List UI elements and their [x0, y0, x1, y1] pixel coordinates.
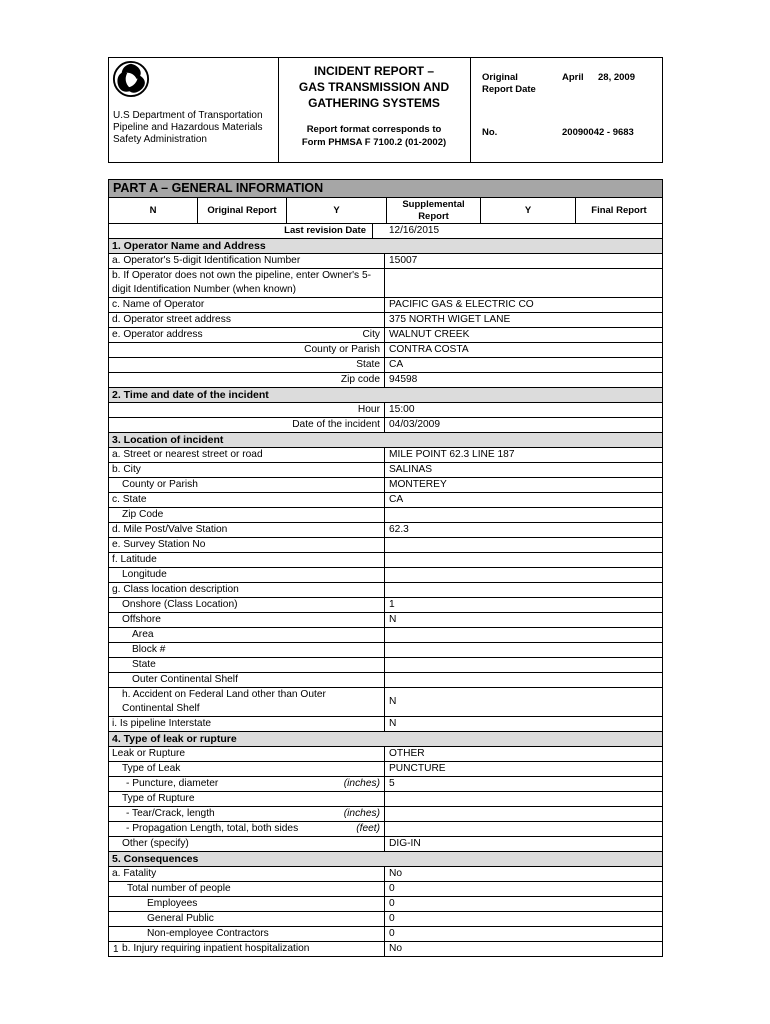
field-label [109, 777, 385, 791]
form-row [109, 478, 662, 493]
report-type-original-flag: Y [287, 198, 387, 223]
header-divider [470, 57, 471, 163]
field-value: N [389, 718, 397, 729]
report-number: 20090042 - 9683 [562, 127, 634, 138]
field-value [385, 269, 662, 297]
header-divider [278, 57, 279, 163]
field-label-text: General Public [147, 913, 214, 924]
field-label [109, 658, 385, 672]
form-row [109, 688, 662, 717]
field-label [109, 822, 385, 836]
form-row [109, 254, 662, 269]
field-label [109, 688, 385, 716]
field-label [109, 448, 385, 462]
field-label-text: - Tear/Crack, length [126, 808, 215, 819]
field-value [385, 807, 662, 821]
field-value [385, 658, 662, 672]
field-value: 375 NORTH WIGET LANE [389, 314, 511, 325]
form-row [109, 298, 662, 313]
form-row [109, 448, 662, 463]
field-value: MILE POINT 62.3 LINE 187 [389, 449, 515, 460]
field-label-text: d. Operator street address [112, 314, 231, 325]
field-label [109, 373, 385, 387]
field-label [109, 568, 385, 582]
part-a-form [108, 179, 663, 957]
field-value [385, 553, 662, 567]
last-revision-value: 12/16/2015 [389, 225, 440, 236]
report-number-label: No. [482, 127, 498, 138]
form-row [109, 867, 662, 882]
field-label [109, 553, 385, 567]
field-value: SALINAS [389, 464, 433, 475]
field-label-text: - Propagation Length, total, both sides [126, 823, 299, 834]
field-value: 1 [389, 599, 395, 610]
field-label-text: Employees [147, 898, 198, 909]
form-row [109, 463, 662, 478]
form-row [109, 942, 662, 956]
field-label [109, 508, 385, 522]
field-label [109, 523, 385, 537]
last-revision-row [109, 224, 662, 239]
form-row [109, 643, 662, 658]
field-label [109, 418, 385, 432]
field-label [109, 792, 385, 806]
form-sections [109, 239, 662, 956]
form-row [109, 658, 662, 673]
field-label-text: Type of Rupture [122, 793, 195, 804]
report-type-supplemental-flag: Y [481, 198, 576, 223]
part-a-title: PART A – GENERAL INFORMATION [109, 180, 662, 198]
report-type-n: N [109, 198, 198, 223]
agency-name: U.S Department of Transportation Pipeline and Hazardous Materials Safety Administration [113, 110, 263, 145]
field-value [385, 822, 662, 836]
form-row [109, 358, 662, 373]
form-row [109, 792, 662, 807]
field-label [109, 343, 385, 357]
form-row [109, 912, 662, 927]
field-value: CA [389, 494, 404, 505]
field-label [109, 942, 385, 956]
form-row [109, 882, 662, 897]
original-date-day: 28, 2009 [598, 72, 635, 83]
form-row [109, 613, 662, 628]
form-row [109, 583, 662, 598]
form-row [109, 927, 662, 942]
field-value: 0 [389, 913, 395, 924]
field-value: PACIFIC GAS & ELECTRIC CO [389, 299, 534, 310]
field-label-text: c. State [112, 494, 147, 505]
field-label [109, 807, 385, 821]
field-label-text: e. Survey Station No [112, 539, 206, 550]
report-title: INCIDENT REPORT – GAS TRANSMISSION AND GATHERING SYSTEMS [298, 64, 450, 110]
field-label-text: g. Class location description [112, 584, 239, 595]
field-value: 15007 [389, 255, 418, 266]
field-value: CA [389, 359, 404, 370]
field-label-text: Leak or Rupture [112, 748, 186, 759]
field-label [109, 882, 385, 896]
field-label-text: b. If Operator does not own the pipeline, enter Owner's 5-digit Identification Number (when known) [112, 270, 372, 295]
field-label-text: e. Operator address [112, 329, 203, 340]
field-label-text: State [132, 659, 156, 670]
field-label [109, 358, 385, 372]
field-label-text: Date of the incident [292, 419, 380, 430]
field-unit: (feet) [356, 823, 380, 834]
form-row [109, 553, 662, 568]
field-label [109, 463, 385, 477]
field-label-text: - Puncture, diameter [126, 778, 219, 789]
field-label-text: c. Name of Operator [112, 299, 205, 310]
field-label [109, 927, 385, 941]
field-label-text: i. Is pipeline Interstate [112, 718, 212, 729]
form-row [109, 493, 662, 508]
field-label [109, 912, 385, 926]
field-value: 0 [389, 883, 395, 894]
section-heading: 1. Operator Name and Address [109, 239, 662, 254]
field-label-text: Zip Code [122, 509, 164, 520]
form-row [109, 343, 662, 358]
field-label [109, 254, 385, 268]
field-label [109, 313, 385, 327]
field-label-text: Area [132, 629, 154, 640]
field-label [109, 643, 385, 657]
section-heading: 5. Consequences [109, 852, 662, 867]
field-value: WALNUT CREEK [389, 329, 470, 340]
field-label-text: a. Fatality [112, 868, 157, 879]
field-label [109, 762, 385, 776]
field-value: 5 [389, 778, 395, 789]
field-label-text: Non-employee Contractors [147, 928, 269, 939]
field-label [109, 897, 385, 911]
form-row [109, 777, 662, 792]
last-revision-label: Last revision Date [109, 224, 373, 238]
field-label-text: b. City [112, 464, 141, 475]
field-value: 15:00 [389, 404, 415, 415]
field-label [109, 328, 385, 342]
form-row [109, 418, 662, 433]
field-value [385, 673, 662, 687]
field-value [385, 792, 662, 806]
field-value: 0 [389, 928, 395, 939]
field-value [385, 643, 662, 657]
form-row [109, 328, 662, 343]
field-label [109, 403, 385, 417]
report-type-final: Final Report [591, 204, 647, 216]
form-row [109, 269, 662, 298]
field-sublabel: City [362, 329, 380, 340]
field-value: PUNCTURE [389, 763, 446, 774]
field-label-text: Zip code [340, 374, 380, 385]
report-type-row [109, 198, 662, 224]
field-value: No [389, 943, 403, 954]
form-row [109, 897, 662, 912]
form-row [109, 373, 662, 388]
report-type-original: Original Report [198, 198, 287, 223]
dot-triskelion-logo-icon [112, 60, 150, 98]
field-label-text: Type of Leak [122, 763, 181, 774]
form-row [109, 717, 662, 732]
field-label-text: a. Operator's 5-digit Identification Number [112, 255, 301, 266]
field-value [385, 628, 662, 642]
form-row [109, 747, 662, 762]
section-heading: 4. Type of leak or rupture [109, 732, 662, 747]
form-row [109, 628, 662, 643]
field-label-text: Offshore [122, 614, 161, 625]
field-value: OTHER [389, 748, 425, 759]
field-value: No [389, 868, 403, 879]
field-unit: (inches) [343, 808, 380, 819]
field-value [385, 583, 662, 597]
field-value: 62.3 [389, 524, 409, 535]
field-label [109, 538, 385, 552]
field-label [109, 478, 385, 492]
field-label [109, 837, 385, 851]
field-label-text: Block # [132, 644, 166, 655]
form-row [109, 598, 662, 613]
form-row [109, 673, 662, 688]
field-label-text: b. Injury requiring inpatient hospitalization [122, 943, 310, 954]
field-label-text: Hour [357, 404, 380, 415]
form-row [109, 313, 662, 328]
section-heading: 3. Location of incident [109, 433, 662, 448]
form-row [109, 523, 662, 538]
form-row [109, 762, 662, 777]
field-label-text: d. Mile Post/Valve Station [112, 524, 228, 535]
field-label-text: a. Street or nearest street or road [112, 449, 263, 460]
form-row [109, 538, 662, 553]
field-label-text: h. Accident on Federal Land other than Outer Continental Shelf [122, 689, 326, 714]
field-label [109, 613, 385, 627]
field-label-text: Total number of people [127, 883, 231, 894]
form-row [109, 568, 662, 583]
field-label-text: State [356, 359, 380, 370]
original-report-date-label: Original Report Date [482, 72, 536, 95]
field-label-text: Onshore (Class Location) [122, 599, 238, 610]
field-label-text: County or Parish [122, 479, 198, 490]
form-row [109, 822, 662, 837]
field-label [109, 493, 385, 507]
section-heading: 2. Time and date of the incident [109, 388, 662, 403]
field-value: CONTRA COSTA [389, 344, 469, 355]
field-label [109, 867, 385, 881]
field-value [385, 508, 662, 522]
field-value [385, 538, 662, 552]
field-value: MONTEREY [389, 479, 447, 490]
form-row [109, 508, 662, 523]
field-value: DIG-IN [389, 838, 421, 849]
field-label [109, 747, 385, 761]
field-value: N [389, 696, 397, 707]
field-label-text: Outer Continental Shelf [132, 674, 238, 685]
field-label [109, 298, 385, 312]
field-value: 0 [389, 898, 395, 909]
field-label [109, 269, 385, 297]
form-row [109, 837, 662, 852]
form-row [109, 403, 662, 418]
field-value [385, 568, 662, 582]
field-label-text: f. Latitude [112, 554, 157, 565]
field-value: 94598 [389, 374, 418, 385]
field-label [109, 628, 385, 642]
field-value: 04/03/2009 [389, 419, 440, 430]
field-label [109, 717, 385, 731]
field-unit: (inches) [343, 778, 380, 789]
field-label-text: Other (specify) [122, 838, 189, 849]
report-type-supplemental: Supplemental Report [387, 198, 481, 223]
page-number: 1 [113, 944, 119, 955]
form-row [109, 807, 662, 822]
original-date-month: April [562, 72, 584, 83]
field-label [109, 673, 385, 687]
field-label-text: Longitude [122, 569, 167, 580]
form-reference: Report format corresponds to Form PHMSA F 7100.2 (01-2002) [301, 124, 447, 148]
field-label [109, 598, 385, 612]
field-label [109, 583, 385, 597]
field-value: N [389, 614, 397, 625]
field-label-text: County or Parish [304, 344, 380, 355]
